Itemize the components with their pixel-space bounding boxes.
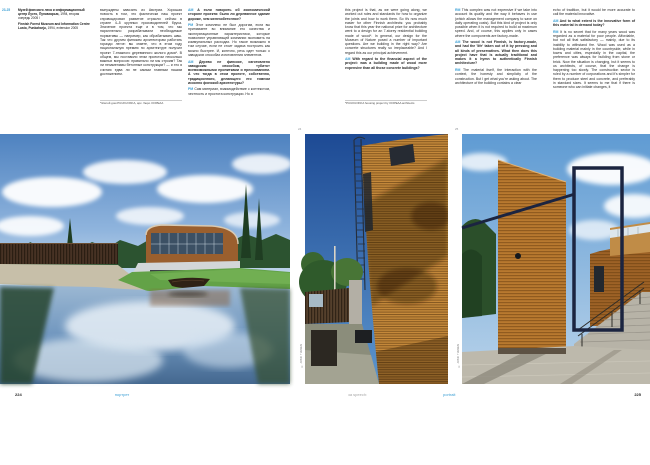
speaker-label: РМ [188, 23, 194, 28]
tower-ladder-illustration [305, 134, 448, 384]
paragraph-en: this project is that, as we were going along, we worked out rules and standards for how to organize the joints and how to work them. So it's now much easier for other Finnish architects: you probably know that this year the national prize for architecture went to a design for an 7-storey residential building made of wood*. In general, our design for the Museum of Nature posed a number of important questions. Are we building in the right way? Are concrete structures really so irreplaceable? And I regard this as our principal achievement. [345, 8, 427, 55]
column-en-body [345, 8, 427, 70]
speaker-label: RM [455, 8, 461, 12]
caption-dates-ru: 1994, вторая очередь 2005 / [18, 12, 80, 21]
column-en-qa-2 [553, 8, 635, 89]
photo-number: 25 [455, 127, 459, 131]
question-en-3 [553, 19, 635, 28]
answer-en-2 [455, 68, 537, 85]
speaker-label: РМ [188, 87, 194, 92]
page-number-left: 224 [15, 392, 22, 397]
paragraph-en-cont: echo of tradition, but it would be more accurate to call the material innovative. [553, 8, 635, 17]
question-text: Дерево не финское, изготовлено заводским способом, «убито» всевозможными пропитками и прессованием. А что тогда в этом проекте, собственно, традиционного, делающего его гимном исконно финской архитектуры? [188, 59, 270, 85]
photo-credit: © JUSSI TIAINEN [4, 442, 6, 465]
footnote-ru: *Жилой дом PUUKUOKKA, арх. бюро OOPEAA [100, 100, 182, 106]
speaker-label: AM [345, 57, 351, 62]
answer-text: It is no secret that for many years wood was regarded as a material for poor people. Affordable, but not all that satisfactory — mainly, due to its inability to withstand fire. Wood was used as a building material mainly in the countryside, while in towns and cities, especially in the capital, the preference was always for building from stone or brick. Now the situation is changing, but it seems to us architects, of course, that the change is happening too slowly. The construction sector is ruled by a number of corporations and it's simpler for them to produce steel and concrete, and preferably in standard sizes. It seems to me that if there is someone who can initiate changes, it [553, 29, 635, 90]
column-ru-qa [188, 8, 270, 96]
column-en-qa-1 [455, 8, 537, 85]
photo-tower-ladder [301, 134, 448, 384]
speaker-label: RM [553, 29, 559, 34]
speaker-label: АМ [188, 8, 194, 12]
speaker-label: AM [455, 40, 461, 45]
project-caption [18, 8, 90, 31]
footer-rubric-ru: портрет [114, 392, 130, 397]
answer-ru-1 [188, 23, 270, 57]
footnote-en: *PUUKUOKKA housing project by OOPEAA architects [345, 100, 427, 106]
answer-text: Сам материал, взаимодействие с контекстом, честность и простота конструкции. Но я [188, 87, 270, 96]
question-en-2 [455, 40, 537, 66]
caption-title-ru: Музей финского леса и информационный центр Лусто, Пункахарью, [18, 8, 85, 17]
answer-text: Этот комплекс не был дорогим, если вы принимаете во внимание его качества и эксплуатационные характеристики, которые позволяют управляющей компании экономить на коммунальных расходах. Но такое возможно в том случае, если не стоит задача построить как можно быстрее. И, конечно, речь идет только о заводских способах изготовления элементов. [188, 23, 270, 57]
question-text: А если говорить об экономической стороне проекта: было ли деревянное здание дороже, чем железобетонное? [188, 8, 270, 21]
speaker-label: АМ [188, 59, 194, 64]
lake-museum-illustration [0, 134, 290, 384]
answer-ru-2 [188, 87, 270, 96]
caption-en [18, 22, 90, 30]
photo-credit: © JUSSI TIAINEN [301, 344, 303, 367]
footer-magazine-name: за speech: [348, 392, 368, 397]
caption-title-en: Finnish Forest Museum and Information Centre Lusto, Punkaharju, [18, 21, 90, 30]
question-text: The wood is not Finnish, is factory-made, and had the 'life' taken out of it by pressing and all kinds of preservatives. What then does this project have that is actually traditional and makes it a hymn to authentically Finnish architecture? [455, 40, 537, 66]
photo-credit: © JUSSI TIAINEN [458, 344, 460, 367]
answer-text: The material itself, the interaction with the context, the honesty and simplicity of the construction. But I get what you're asking about. The architecture of the building contains a clear [455, 68, 537, 85]
footer-rubric-en: portrait [443, 392, 456, 397]
question-en-1 [345, 57, 427, 70]
answer-en-1 [455, 8, 537, 38]
question-text: And to what extent is the innovative form of this material in demand today? [553, 18, 636, 28]
answer-text: This complex was not expensive if we take into account its quality and the way it behaves in use (which allows the management company to save on daily operating costs). But this kind of project is only possible when it is not required to build at maximum speed. And, of course, this applies only in cases where the components are factory-made. [455, 8, 537, 38]
speaker-label: RM [455, 68, 461, 73]
column-ru-body [100, 8, 182, 76]
caption-dates-en: 1994, extension 2005 [47, 25, 79, 30]
question-ru-1 [188, 8, 270, 21]
caption-photo-range: 23-25 [2, 8, 11, 12]
paragraph-ru: вынуждены завозить из Австрии. Хорошая новость в том, что фактически наш проект спровоцировал развитие отрасли: сейчас в стране 4–5 крупных производителей бруса. Значение проекта еще и в том, что мы параллельно разрабатывали необходимые нормативы — например, как обрабатывать швы. Так что другим финским архитекторам работать гораздо легче: вы знаете, что в этом году национальную премию по архитектуре получил проект 7-этажного деревянного жилого дома*. В общем, мы поставили этим проектом несколько важных вопросов: правильно ли мы строим? Так ли незаменимы бетонные конструкции? — и это я считаю едва ли не самым главным нашим достижением. [100, 8, 182, 76]
photo-frame-stairs [458, 134, 650, 384]
question-ru-2 [188, 60, 270, 86]
photo-number: 24 [298, 127, 302, 131]
speaker-label: AM [553, 18, 559, 23]
page-number-right: 225 [634, 392, 641, 397]
frame-stairs-illustration [462, 134, 650, 384]
caption-ru [18, 8, 90, 20]
question-text: With regard to the financial aspect of the project: was a building made of wood more expensive than all those concrete buildings? [345, 57, 427, 70]
answer-en-3 [553, 30, 635, 90]
